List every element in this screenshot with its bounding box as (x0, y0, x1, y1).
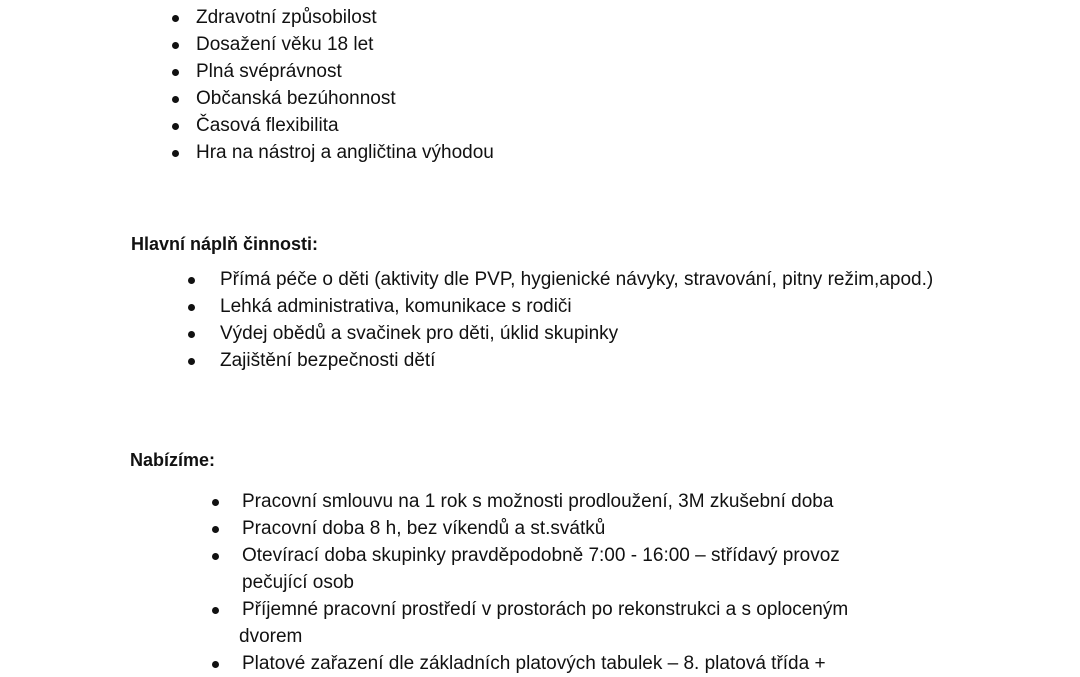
list-item-text: Dosažení věku 18 let (196, 34, 374, 55)
bullet-icon (188, 331, 195, 338)
list-item-text: Plná svéprávnost (196, 61, 342, 82)
list-item (196, 112, 494, 139)
duties-list (220, 266, 933, 374)
offer-list (239, 488, 849, 677)
bullet-icon (172, 42, 179, 49)
bullet-icon (212, 526, 219, 533)
list-item-text: Pracovní smlouvu na 1 rok s možnosti prodloužení, 3M zkušební doba (242, 491, 834, 512)
bullet-icon (212, 499, 219, 506)
bullet-icon (172, 96, 179, 103)
list-item (196, 4, 494, 31)
list-item-text: Přímá péče o děti (aktivity dle PVP, hygienické návyky, stravování, pitny režim,apod.) (220, 269, 934, 290)
list-item-text: Výdej obědů a svačinek pro děti, úklid skupinky (220, 323, 619, 344)
list-item-text: Otevírací doba skupinky pravděpodobně 7:00 - 16:00 – střídavý provoz (242, 545, 840, 566)
bullet-icon (212, 661, 219, 668)
list-item-text: Časová flexibilita (196, 115, 339, 136)
list-item-text: Příjemné pracovní prostředí v prostorách po rekonstrukci a s oploceným (242, 599, 849, 620)
list-item (239, 596, 849, 650)
bullet-icon (188, 304, 195, 311)
list-item (242, 542, 848, 596)
list-item (242, 515, 848, 542)
list-item (220, 293, 933, 320)
list-item (220, 266, 933, 293)
list-item (196, 139, 494, 166)
bullet-icon (212, 553, 219, 560)
list-item (242, 650, 848, 677)
requirements-list (196, 4, 494, 166)
bullet-icon (188, 358, 195, 365)
bullet-icon (188, 277, 195, 284)
offer-heading: Nabízíme: (130, 450, 216, 470)
list-item (196, 58, 494, 85)
list-item (196, 85, 494, 112)
bullet-icon (172, 150, 179, 157)
list-item-text: Lehká administrativa, komunikace s rodiči (220, 296, 572, 317)
list-item-text: Zajištění bezpečnosti dětí (220, 350, 436, 371)
bullet-icon (172, 69, 179, 76)
bullet-icon (172, 123, 179, 130)
list-item-text-continued: pečující osob (242, 572, 354, 593)
list-item-text: Pracovní doba 8 h, bez víkendů a st.svátků (242, 518, 606, 539)
list-item (196, 31, 494, 58)
list-item-text: Hra na nástroj a angličtina výhodou (196, 142, 494, 163)
list-item (220, 347, 933, 374)
list-item (242, 488, 848, 515)
list-item-text: Občanská bezúhonnost (196, 88, 396, 109)
list-item (220, 320, 933, 347)
list-item-text: Zdravotní způsobilost (196, 7, 377, 28)
list-item-text-continued: dvorem (239, 626, 303, 647)
bullet-icon (172, 15, 179, 22)
duties-heading: Hlavní náplň činnosti: (131, 234, 319, 254)
list-item-text: Platové zařazení dle základních platových tabulek – 8. platová třída + (242, 653, 826, 674)
bullet-icon (212, 607, 219, 614)
